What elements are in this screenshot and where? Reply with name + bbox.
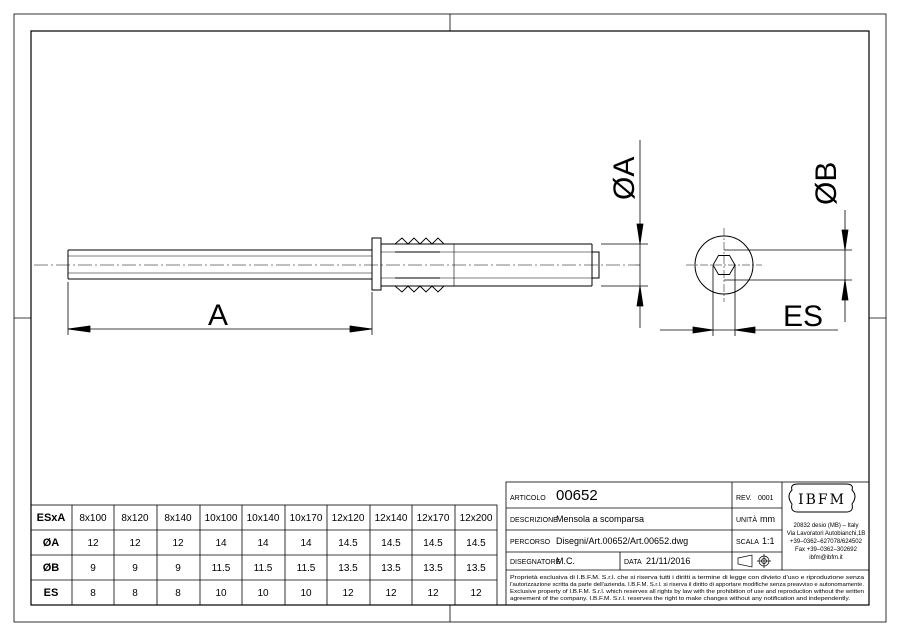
percorso-value: Disegni/Art.00652/Art.00652.dwg <box>556 536 689 546</box>
table-header: 8x100 <box>79 513 107 524</box>
legal-notice <box>510 575 864 602</box>
table-header: 10x140 <box>246 513 280 524</box>
table-cell: 9 <box>175 563 181 574</box>
svg-text:Proprietà esclusiva di I.B.F.M: Proprietà esclusiva di I.B.F.M. S.r.l. che si riserva tutti i diritti a termine di legge con divieto d'uso e riproduzione senza <box>510 575 865 581</box>
table-cell: 14 <box>215 538 227 549</box>
descrizione-value: Mensola a scomparsa <box>556 514 645 524</box>
table-row-label: ØB <box>42 562 60 574</box>
svg-text:Exclusive property of I.B.F.M.: Exclusive property of I.B.F.M. S.r.l. which reserves all rights by law with the prohibition of use and reproduction without the written <box>510 589 865 595</box>
table-cell: 9 <box>132 563 138 574</box>
table-cell: 9 <box>90 563 96 574</box>
table-cell: 11.5 <box>253 563 273 574</box>
disegnatore-label: DISEGNATORE <box>510 559 561 566</box>
rev-value: 0001 <box>758 495 774 502</box>
table-cell: 11.5 <box>296 563 316 574</box>
rev-label: REV. <box>736 495 752 502</box>
table-row-label: ES <box>43 587 59 599</box>
table-header: 12x140 <box>374 513 408 524</box>
svg-text:agreement of the company. I.B.: agreement of the company. I.B.F.M. S.r.l. reserves the right to make changes without any notification and independently. <box>510 596 850 602</box>
table-cell: 12 <box>87 538 99 549</box>
svg-text:l'autorizzazione scritta da pa: l'autorizzazione scritta da parte dell'azienda. I.B.F.M. S.r.l. si riserva il diritto di apportare modifiche senza preavviso e autonomamente. <box>510 582 864 588</box>
dimension-a-label: A <box>208 299 229 332</box>
table-header: 12x170 <box>416 513 450 524</box>
table-cell: 12 <box>427 588 439 599</box>
table-cell: 12 <box>342 588 354 599</box>
unita-value: mm <box>760 514 775 524</box>
table-cell: 8 <box>175 588 181 599</box>
table-header: 12x120 <box>331 513 365 524</box>
unita-label: UNITÀ <box>736 517 757 524</box>
svg-text:Via Lavoratori Autobianchi,1B: Via Lavoratori Autobianchi,1B <box>786 531 866 537</box>
svg-text:ibfm@ibfm.it: ibfm@ibfm.it <box>809 555 843 561</box>
dimension-ob-label: ØB <box>810 161 843 205</box>
projection-symbol-icon <box>738 554 771 568</box>
table-header: 10x170 <box>289 513 323 524</box>
table-cell: 14 <box>300 538 312 549</box>
dimension-oa-label: ØA <box>608 156 641 200</box>
table-cell: 10 <box>300 588 312 599</box>
table-header: 8x120 <box>121 513 149 524</box>
table-cell: 12 <box>470 588 482 599</box>
data-label: DATA <box>624 559 642 566</box>
centering-marks <box>14 14 886 622</box>
outer-frame <box>14 14 886 622</box>
table-cell: 8 <box>90 588 96 599</box>
table-cell: 12 <box>129 538 141 549</box>
svg-text:Fax +39–0362–302692: Fax +39–0362–302692 <box>795 547 857 553</box>
table-cell: 12 <box>172 538 184 549</box>
data-value: 21/11/2016 <box>646 556 691 566</box>
table-cell: 14.5 <box>381 538 401 549</box>
ibfm-logo <box>789 484 855 512</box>
percorso-label: PERCORSO <box>510 539 551 546</box>
table-cell: 14 <box>257 538 269 549</box>
table-cell: 13.5 <box>423 563 443 574</box>
svg-text:IBFM: IBFM <box>798 492 846 508</box>
svg-text:20832 desio (MB) – Italy: 20832 desio (MB) – Italy <box>793 523 859 529</box>
articolo-value: 00652 <box>556 487 598 504</box>
disegnatore-value: M.C. <box>556 556 575 566</box>
table-cell: 12 <box>385 588 397 599</box>
table-cell: 10 <box>257 588 269 599</box>
table-cell: 14.5 <box>423 538 443 549</box>
dimension-es-label: ES <box>783 300 824 333</box>
descrizione-label: DESCRIZIONE <box>510 517 558 524</box>
table-header: 10x100 <box>204 513 238 524</box>
company-address <box>787 523 866 561</box>
size-table-text <box>37 512 493 599</box>
table-cell: 13.5 <box>338 563 358 574</box>
table-header: 8x140 <box>164 513 192 524</box>
table-cell: 14.5 <box>466 538 486 549</box>
articolo-label: ARTICOLO <box>510 495 546 502</box>
table-cell: 11.5 <box>211 563 231 574</box>
svg-text:+39–0362–627078/624502: +39–0362–627078/624502 <box>790 539 862 545</box>
table-cell: 13.5 <box>466 563 486 574</box>
scala-value: 1:1 <box>762 536 775 546</box>
table-cell: 8 <box>132 588 138 599</box>
table-cell: 14.5 <box>338 538 358 549</box>
scala-label: SCALA <box>736 539 759 546</box>
table-cell: 10 <box>215 588 227 599</box>
table-row-label: ØA <box>42 537 60 549</box>
table-header: 12x200 <box>459 513 493 524</box>
table-cell: 13.5 <box>381 563 401 574</box>
table-header: ESxA <box>36 512 66 524</box>
